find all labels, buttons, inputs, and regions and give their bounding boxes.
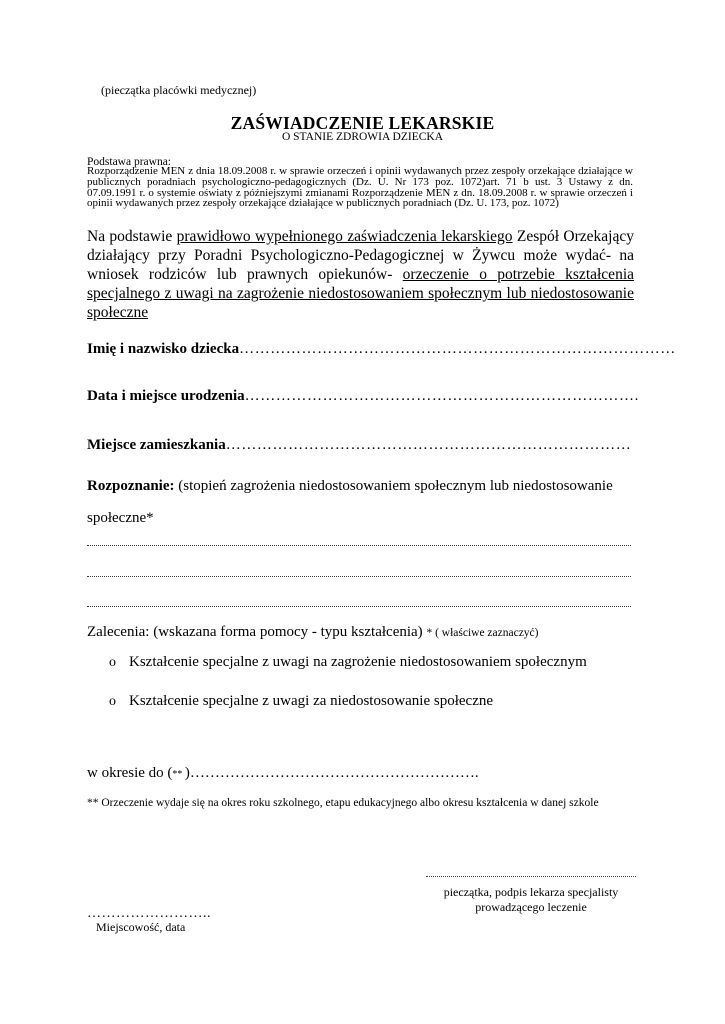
intro-underlined-ruling: orzeczenie o potrzebie kształcenia specjalnego z uwagi na zagrożenie niedostosowaniem społecznym lub niedostosowanie społeczne <box>87 266 635 321</box>
intro-part1: Na podstawie <box>87 228 177 245</box>
period-marker: ** <box>172 769 185 780</box>
signature-label-line2: prowadzącego leczenie <box>475 900 587 914</box>
legal-basis-text: Rozporządzenie MEN z dnia 18.09.2008 r. w sprawie orzeczeń i opinii wydawanych przez zespoły orzekające działające w publicznych poradniach psychologiczno-pedagogicznych (Dz. U. Nr 173 poz. 1072)art. 71 b ust. 3 Ustawy z dn. 07.09.1991 r. o systemie oświaty z późniejszymi zmianami Rozporządzenie MEN z dn. 18.09.2008 r. w sprawie orzeczeń i opinii wydawanych przez zespoły orzekające działające w publicznych poradniach (Dz. U. 173, poz. 1072) <box>87 165 633 210</box>
diagnosis-line-3[interactable] <box>87 606 631 607</box>
document-subtitle: O STANIE ZDROWIA DZIECKA <box>281 131 444 143</box>
period-label: w okresie do ( <box>87 765 173 781</box>
signature-line[interactable] <box>426 876 636 877</box>
option-1-label: Kształcenie specjalne z uwagi na zagrożenie niedostosowaniem społecznym <box>129 654 587 670</box>
residence-dots: …………………………………………………………………… <box>225 437 632 453</box>
checkbox-circle-icon[interactable]: o <box>109 655 116 670</box>
place-date-label: Miejscowość, data <box>96 920 186 934</box>
intro-underlined-certificate: prawidłowo wypełnionego zaświadczenia lekarskiego <box>176 228 513 245</box>
signature-label-line1: pieczątka, podpis lekarza specjalisty <box>443 885 619 899</box>
checkbox-circle-icon[interactable]: o <box>109 694 116 709</box>
child-name-label: Imię i nazwisko dziecka <box>87 341 240 357</box>
recommendations-text: Zalecenia: (wskazana forma pomocy - typu kształcenia) <box>87 624 427 640</box>
residence-label: Miejsce zamieszkania <box>87 437 226 453</box>
option-threat-maladjustment[interactable] <box>109 654 587 671</box>
option-2-label: Kształcenie specjalne z uwagi za niedostosowanie społeczne <box>129 693 494 709</box>
diagnosis-line-2[interactable] <box>87 576 631 577</box>
diagnosis-line-1[interactable] <box>87 545 631 546</box>
intro-part2: Zespół Orzekający działający przy Poradni Psychologiczno-Pedagogicznej w Żywcu może wydać- na wniosek rodziców lub prawnych opiekunów- <box>87 228 634 283</box>
diagnosis-paragraph <box>87 470 633 534</box>
period-field[interactable] <box>87 765 479 782</box>
diagnosis-text: (stopień zagrożenia niedostosowaniem społecznym lub niedostosowanie społeczne* <box>87 478 613 526</box>
child-name-dots: ………………………………………………………………………… <box>239 341 676 357</box>
intro-paragraph <box>87 227 634 322</box>
document-title: ZAŚWIADCZENIE LEKARSKIE <box>230 113 495 133</box>
birth-date-place-field[interactable] <box>87 388 639 405</box>
footnote: ** Orzeczenie wydaje się na okres roku szkolnego, etapu edukacyjnego albo okresu kształcenia w danej szkole <box>87 797 599 809</box>
child-name-field[interactable] <box>87 341 676 358</box>
diagnosis-label: Rozpoznanie: <box>87 478 175 494</box>
place-date-dots[interactable]: …………………….. <box>87 906 211 921</box>
residence-field[interactable] <box>87 437 631 454</box>
period-dots: )…………………………………………………. <box>184 765 479 781</box>
option-maladjustment[interactable] <box>109 693 493 710</box>
stamp-label: (pieczątka placówki medycznej) <box>101 83 257 97</box>
recommendations-label <box>87 624 539 641</box>
recommendations-hint: * ( właściwe zaznaczyć) <box>426 627 539 639</box>
signature-label <box>426 885 636 915</box>
birth-dots: …………………………………………………………………. <box>244 388 639 404</box>
legal-basis-label: Podstawa prawna: <box>87 156 171 168</box>
birth-label: Data i miejsce urodzenia <box>87 388 245 404</box>
